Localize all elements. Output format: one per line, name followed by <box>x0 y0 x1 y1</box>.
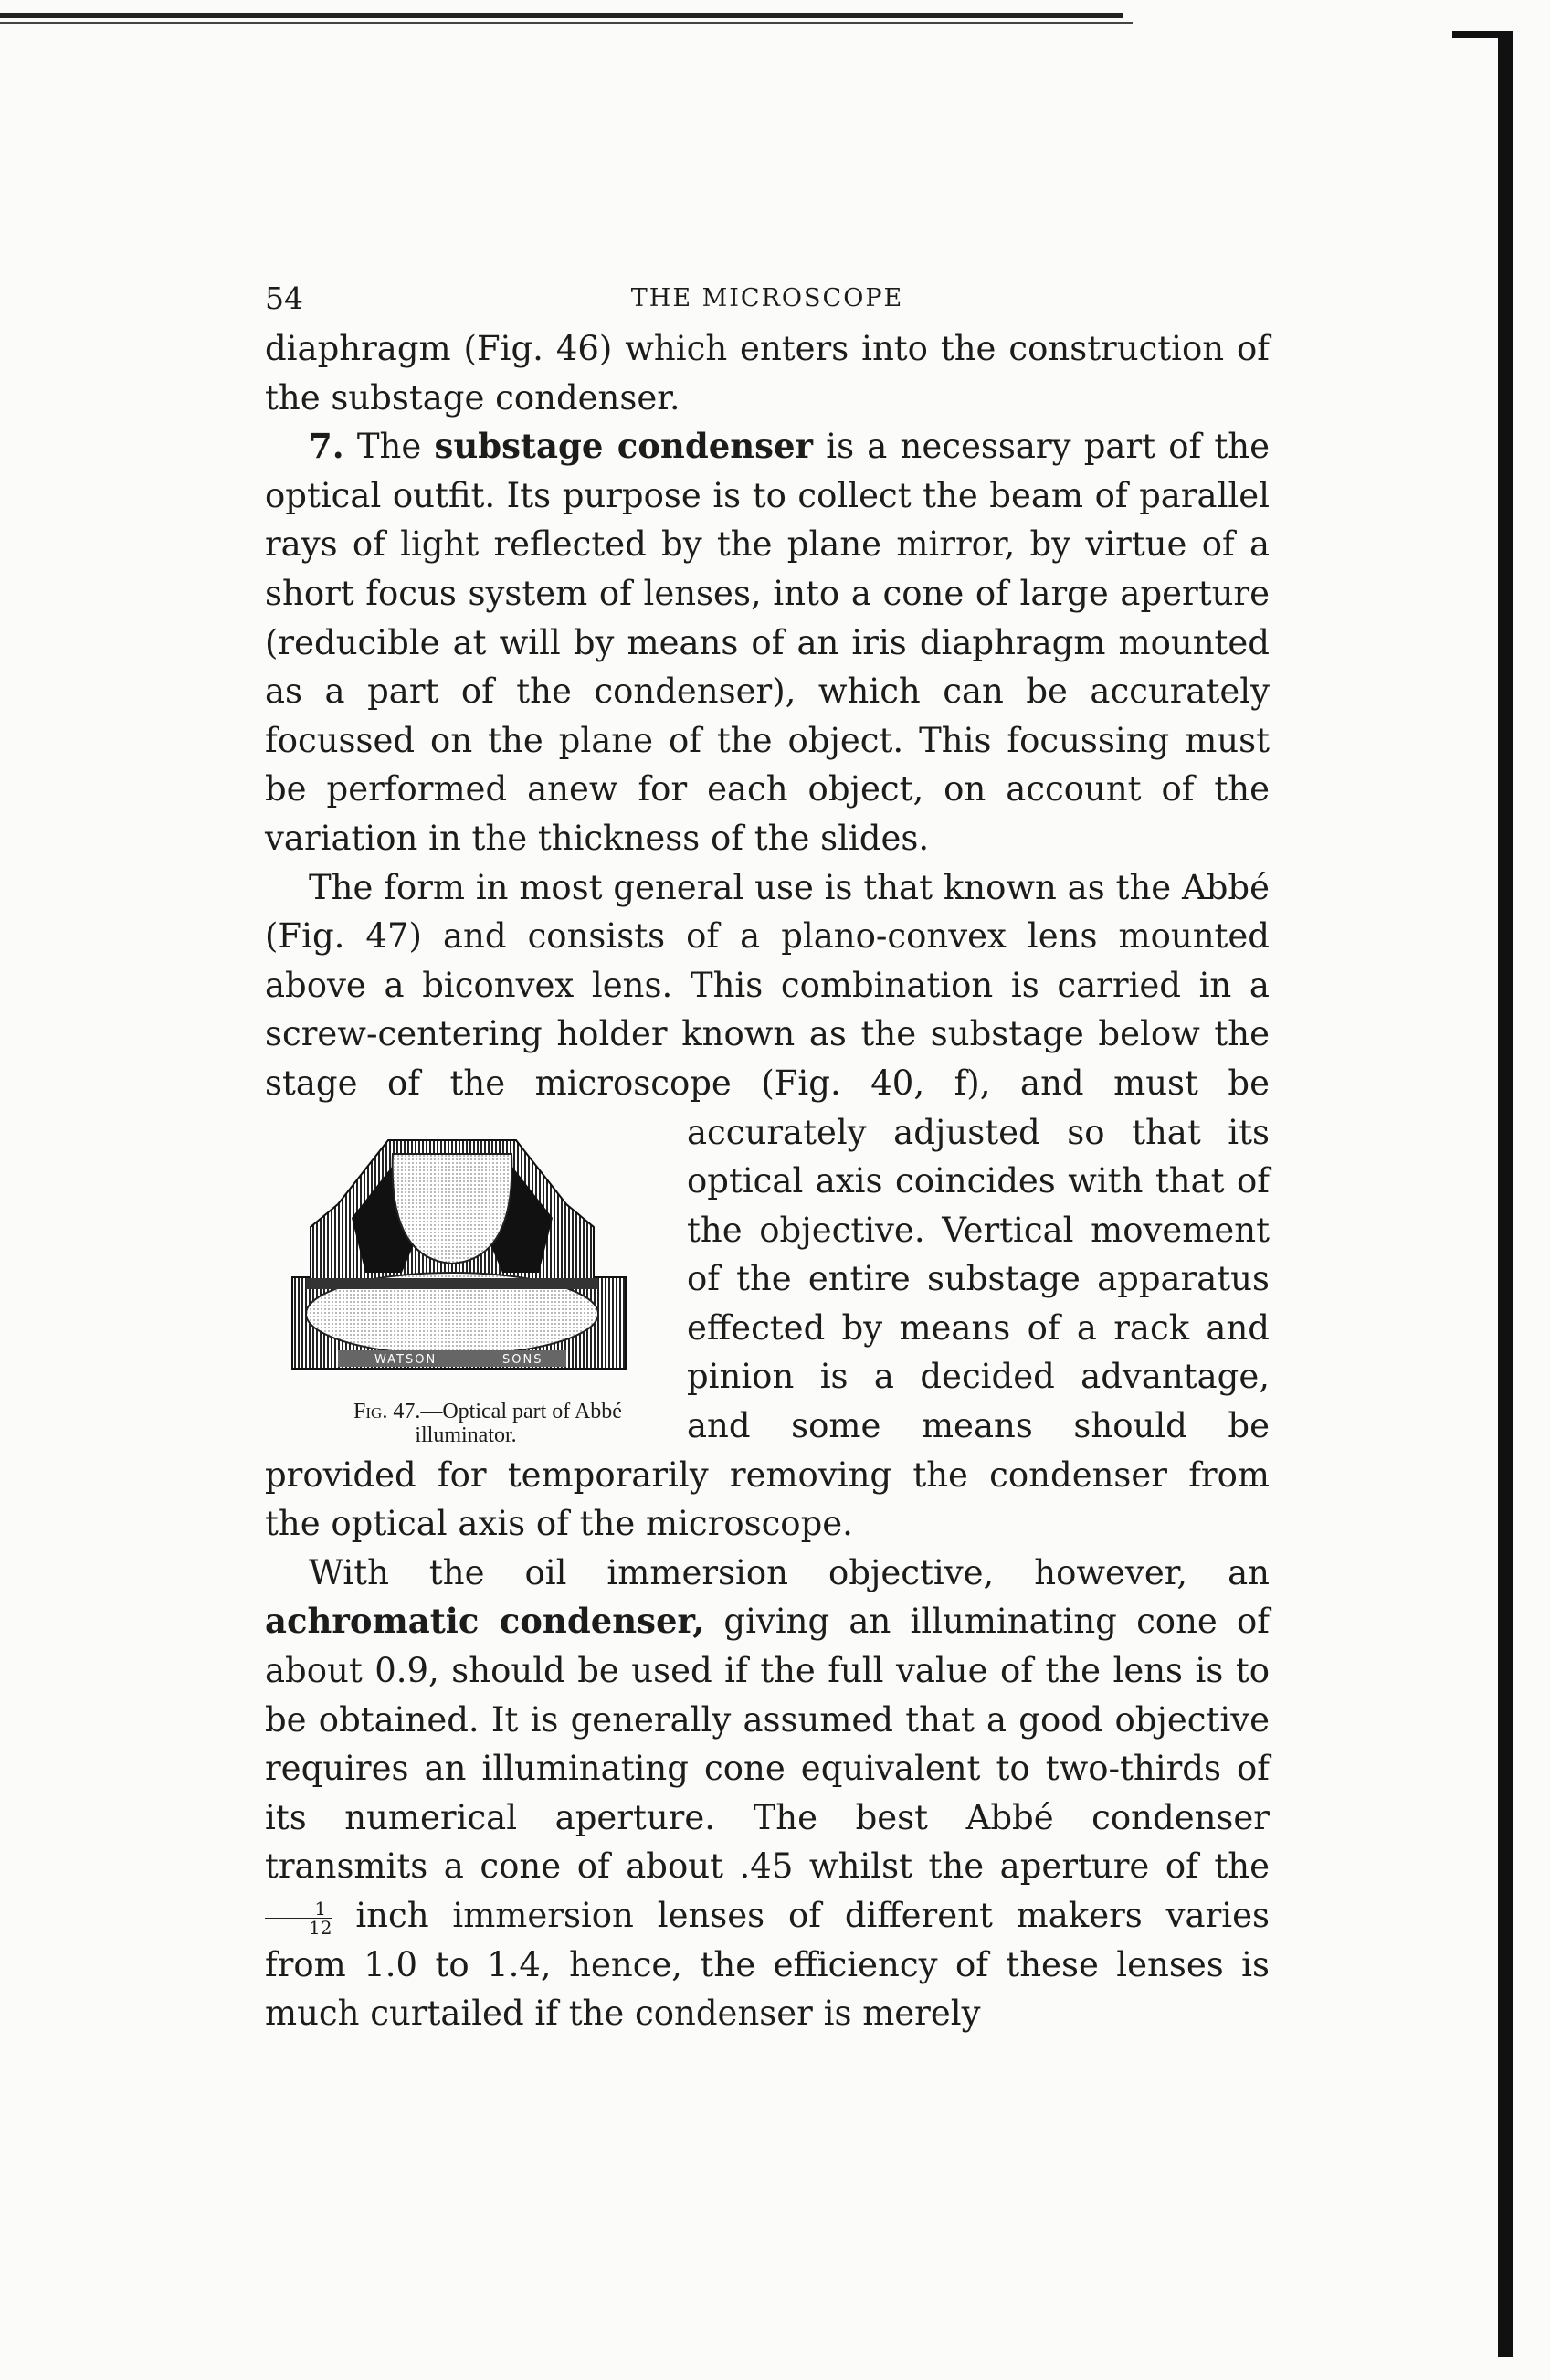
figure-caption <box>265 1400 667 1447</box>
fraction-numerator: 1 <box>265 1899 332 1919</box>
paragraph-lead: The <box>356 427 422 467</box>
figure-47 <box>265 1117 667 1447</box>
paragraph-tail: inch immersion lenses of different makers varies from 1.0 to 1.4, hence, the efficiency of these lenses is much curtailed if the condenser is merely <box>265 1896 1271 2034</box>
paragraph-achromatic <box>265 1549 1270 2038</box>
paragraph-body: giving an illuminating cone of about 0.9, should be used if the full value of the lens is to be obtained. It is generally assumed that a good objective requires an illuminating cone equivalent to two-thirds of its numerical aperture. The best Abbé condenser transmits a cone of about .45 whilst the aperture of the <box>265 1602 1270 1887</box>
figure-caption-label: Fig. 47. <box>353 1399 421 1423</box>
page-number: 54 <box>265 280 303 316</box>
abbe-illuminator-engraving <box>265 1117 667 1396</box>
paragraph-continuation: diaphragm (Fig. 46) which enters into the construction of the substage condenser. <box>265 329 1270 418</box>
paragraph-abbe-form <box>265 863 1270 1549</box>
top-edge-rule <box>0 13 1123 18</box>
fraction-denominator: 12 <box>309 1917 332 1939</box>
body-text <box>265 324 1270 1549</box>
body-text-continued <box>265 1549 1270 2038</box>
book-page <box>265 270 1270 2038</box>
paragraph-body: is a necessary part of the optical outfit. Its purpose is to collect the beam of parallel rays of light reflected by the plane mirror, by virtue of a short focus system of lenses, into a cone of large aperture (reducible at will by means of an iris diaphragm mounted as a part of the condenser), which can be accurately focussed on the plane of the object. This focussing must be performed anew for each object, on account of the variation in the thickness of the slides. <box>265 427 1271 858</box>
top-edge-rule-thin <box>0 22 1133 24</box>
page-header <box>265 270 1270 324</box>
paragraph-substage-condenser <box>265 422 1270 862</box>
term-achromatic-condenser: achromatic condenser, <box>265 1601 705 1642</box>
engraving-right: SONS <box>502 1352 543 1367</box>
fraction-twelfth <box>265 1899 332 1937</box>
running-head: THE MICROSCOPE <box>630 284 904 312</box>
paragraph-abbe-text: The form in most general use is that known as the Abbé (Fig. 47) and consists of a plano-convex lens mounted above a biconvex lens. This combination is carried in a screw-centering holder known as the substage below the stage of the microscope (Fig. 40, f), WATSON SONS Fig. 47.—Optical part of Abbé illuminator. and must be accurately adjusted so that its optical axis coincides with that of the objective. Vertical movement of the entire substage apparatus effected by means of a rack and pinion is a decided advantage, and some means should be provided for temporarily removing the condenser from the optical axis of the microscope. <box>265 867 1271 1544</box>
binding-edge <box>1498 37 1513 2357</box>
engraving-left: WATSON <box>374 1352 438 1367</box>
figure-caption-text: —Optical part of Abbé illuminator. <box>415 1399 622 1447</box>
term-substage-condenser: substage condenser <box>434 426 814 467</box>
paragraph-lead: With the oil immersion objective, however, an <box>309 1552 1270 1592</box>
section-number: 7. <box>309 426 344 467</box>
